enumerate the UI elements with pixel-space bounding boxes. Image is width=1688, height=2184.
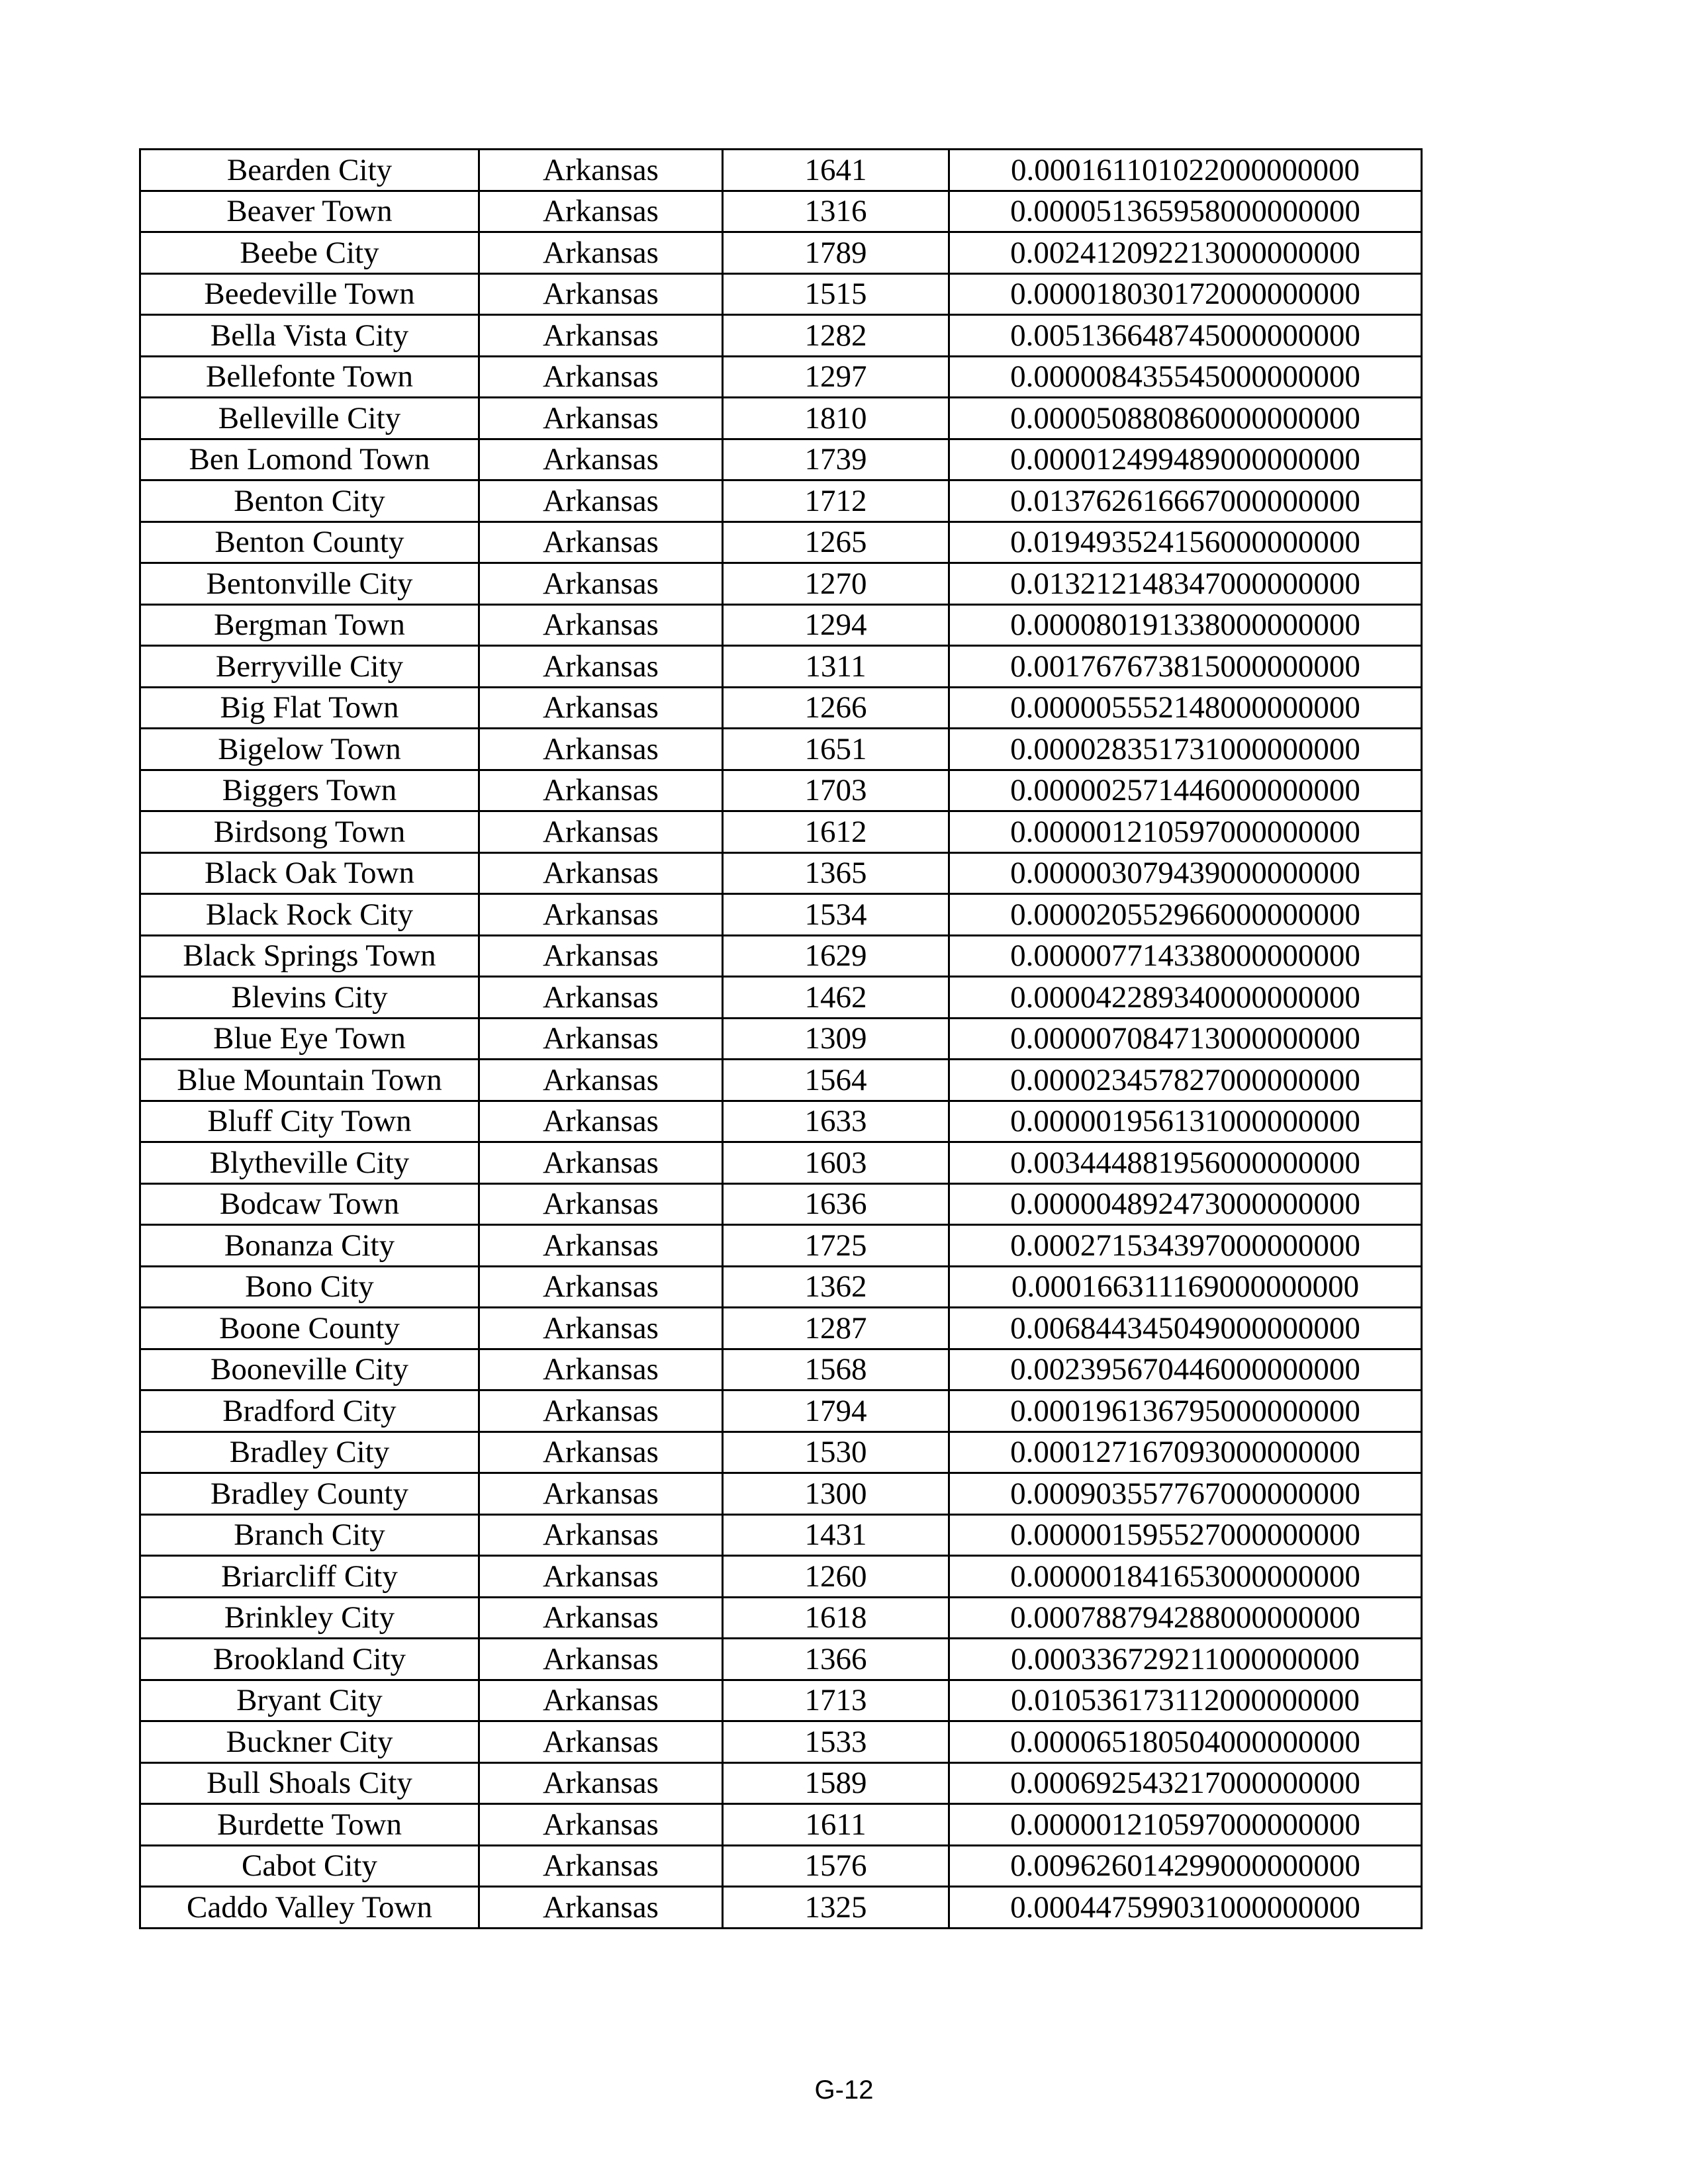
cell-code: 1294 [723, 604, 949, 646]
cell-value: 0.000196136795000000000 [949, 1390, 1422, 1432]
cell-name: Bryant City [140, 1680, 479, 1721]
cell-value: 0.000002571446000000000 [949, 770, 1422, 811]
table-row [140, 315, 1422, 357]
table-row [140, 729, 1422, 770]
cell-state: Arkansas [479, 439, 723, 480]
cell-state: Arkansas [479, 1804, 723, 1846]
cell-value: 0.000001210597000000000 [949, 811, 1422, 853]
cell-state: Arkansas [479, 1680, 723, 1721]
table-body [140, 150, 1422, 1929]
cell-state: Arkansas [479, 1390, 723, 1432]
table-row [140, 1639, 1422, 1680]
cell-code: 1739 [723, 439, 949, 480]
cell-state: Arkansas [479, 1349, 723, 1390]
cell-name: Benton City [140, 480, 479, 522]
cell-state: Arkansas [479, 1183, 723, 1225]
table-row [140, 1018, 1422, 1060]
cell-code: 1300 [723, 1473, 949, 1515]
cell-code: 1794 [723, 1390, 949, 1432]
cell-value: 0.000161101022000000000 [949, 150, 1422, 191]
cell-state: Arkansas [479, 356, 723, 398]
cell-code: 1611 [723, 1804, 949, 1846]
cell-name: Bradley City [140, 1432, 479, 1473]
table-row [140, 1225, 1422, 1267]
cell-state: Arkansas [479, 232, 723, 274]
cell-state: Arkansas [479, 1101, 723, 1142]
cell-value: 0.009626014299000000000 [949, 1845, 1422, 1887]
cell-code: 1534 [723, 894, 949, 936]
cell-value: 0.000903557767000000000 [949, 1473, 1422, 1515]
cell-name: Black Rock City [140, 894, 479, 936]
cell-value: 0.000007084713000000000 [949, 1018, 1422, 1060]
table-row [140, 1266, 1422, 1308]
cell-value: 0.013212148347000000000 [949, 563, 1422, 605]
cell-state: Arkansas [479, 1845, 723, 1887]
cell-value: 0.000050880860000000000 [949, 398, 1422, 439]
cell-code: 1266 [723, 687, 949, 729]
cell-code: 1618 [723, 1597, 949, 1639]
cell-name: Brookland City [140, 1639, 479, 1680]
cell-name: Blytheville City [140, 1142, 479, 1184]
cell-code: 1287 [723, 1308, 949, 1349]
cell-code: 1265 [723, 522, 949, 563]
cell-state: Arkansas [479, 811, 723, 853]
cell-value: 0.000788794288000000000 [949, 1597, 1422, 1639]
cell-state: Arkansas [479, 687, 723, 729]
cell-name: Caddo Valley Town [140, 1887, 479, 1929]
cell-state: Arkansas [479, 150, 723, 191]
table-row [140, 1762, 1422, 1804]
cell-code: 1713 [723, 1680, 949, 1721]
cell-state: Arkansas [479, 646, 723, 688]
table-row [140, 1887, 1422, 1929]
cell-value: 0.000166311169000000000 [949, 1266, 1422, 1308]
table-row [140, 563, 1422, 605]
cell-value: 0.000008435545000000000 [949, 356, 1422, 398]
cell-code: 1725 [723, 1225, 949, 1267]
cell-state: Arkansas [479, 1473, 723, 1515]
cell-code: 1311 [723, 646, 949, 688]
table-row [140, 356, 1422, 398]
cell-name: Blevins City [140, 977, 479, 1019]
cell-state: Arkansas [479, 315, 723, 357]
table-row [140, 398, 1422, 439]
table-row [140, 1804, 1422, 1846]
cell-value: 0.002412092213000000000 [949, 232, 1422, 274]
table-row [140, 646, 1422, 688]
cell-value: 0.000012499489000000000 [949, 439, 1422, 480]
cell-name: Black Springs Town [140, 935, 479, 977]
cell-value: 0.000004892473000000000 [949, 1183, 1422, 1225]
table-row [140, 150, 1422, 191]
cell-name: Bradley County [140, 1473, 479, 1515]
cell-state: Arkansas [479, 563, 723, 605]
table-row [140, 1721, 1422, 1763]
cell-name: Beebe City [140, 232, 479, 274]
cell-name: Big Flat Town [140, 687, 479, 729]
cell-code: 1270 [723, 563, 949, 605]
cell-value: 0.000028351731000000000 [949, 729, 1422, 770]
table-row [140, 1556, 1422, 1598]
table-row [140, 273, 1422, 315]
cell-value: 0.000003079439000000000 [949, 852, 1422, 894]
table-row [140, 1597, 1422, 1639]
cell-name: Beaver Town [140, 191, 479, 232]
cell-value: 0.000051365958000000000 [949, 191, 1422, 232]
cell-state: Arkansas [479, 1266, 723, 1308]
table-row [140, 480, 1422, 522]
cell-state: Arkansas [479, 1142, 723, 1184]
table-row [140, 1390, 1422, 1432]
table-row [140, 1183, 1422, 1225]
cell-name: Briarcliff City [140, 1556, 479, 1598]
cell-name: Benton County [140, 522, 479, 563]
cell-code: 1325 [723, 1887, 949, 1929]
cell-code: 1462 [723, 977, 949, 1019]
cell-name: Bergman Town [140, 604, 479, 646]
cell-state: Arkansas [479, 604, 723, 646]
cell-code: 1712 [723, 480, 949, 522]
cell-name: Belleville City [140, 398, 479, 439]
cell-code: 1703 [723, 770, 949, 811]
table-row [140, 1349, 1422, 1390]
cell-value: 0.000336729211000000000 [949, 1639, 1422, 1680]
cell-value: 0.000020552966000000000 [949, 894, 1422, 936]
cell-name: Burdette Town [140, 1804, 479, 1846]
table-row [140, 439, 1422, 480]
cell-state: Arkansas [479, 729, 723, 770]
cell-name: Bearden City [140, 150, 479, 191]
cell-name: Brinkley City [140, 1597, 479, 1639]
cell-value: 0.000127167093000000000 [949, 1432, 1422, 1473]
cell-value: 0.000018030172000000000 [949, 273, 1422, 315]
cell-state: Arkansas [479, 1639, 723, 1680]
table-row [140, 522, 1422, 563]
cell-code: 1260 [723, 1556, 949, 1598]
cell-code: 1365 [723, 852, 949, 894]
cell-code: 1603 [723, 1142, 949, 1184]
cell-value: 0.000447599031000000000 [949, 1887, 1422, 1929]
table-row [140, 1514, 1422, 1556]
cell-code: 1362 [723, 1266, 949, 1308]
cell-code: 1576 [723, 1845, 949, 1887]
cell-state: Arkansas [479, 1556, 723, 1598]
cell-value: 0.013762616667000000000 [949, 480, 1422, 522]
cell-state: Arkansas [479, 1887, 723, 1929]
cell-name: Bella Vista City [140, 315, 479, 357]
allocation-table [139, 148, 1423, 1929]
cell-code: 1515 [723, 273, 949, 315]
cell-state: Arkansas [479, 1762, 723, 1804]
cell-value: 0.000001841653000000000 [949, 1556, 1422, 1598]
table-row [140, 1060, 1422, 1101]
table-row [140, 977, 1422, 1019]
cell-code: 1636 [723, 1183, 949, 1225]
cell-code: 1431 [723, 1514, 949, 1556]
cell-value: 0.000065180504000000000 [949, 1721, 1422, 1763]
cell-value: 0.000001595527000000000 [949, 1514, 1422, 1556]
cell-name: Bluff City Town [140, 1101, 479, 1142]
cell-state: Arkansas [479, 770, 723, 811]
cell-state: Arkansas [479, 398, 723, 439]
cell-state: Arkansas [479, 1060, 723, 1101]
cell-value: 0.000042289340000000000 [949, 977, 1422, 1019]
cell-code: 1297 [723, 356, 949, 398]
cell-name: Cabot City [140, 1845, 479, 1887]
cell-name: Birdsong Town [140, 811, 479, 853]
table-row [140, 935, 1422, 977]
cell-name: Boone County [140, 1308, 479, 1349]
cell-state: Arkansas [479, 852, 723, 894]
cell-state: Arkansas [479, 935, 723, 977]
cell-state: Arkansas [479, 191, 723, 232]
table-row [140, 1845, 1422, 1887]
cell-state: Arkansas [479, 1225, 723, 1267]
cell-name: Bull Shoals City [140, 1762, 479, 1804]
table-row [140, 1680, 1422, 1721]
table-row [140, 770, 1422, 811]
cell-state: Arkansas [479, 1597, 723, 1639]
cell-code: 1629 [723, 935, 949, 977]
cell-value: 0.000692543217000000000 [949, 1762, 1422, 1804]
cell-code: 1651 [723, 729, 949, 770]
cell-code: 1533 [723, 1721, 949, 1763]
cell-code: 1564 [723, 1060, 949, 1101]
cell-name: Berryville City [140, 646, 479, 688]
table-row [140, 1101, 1422, 1142]
table-row [140, 1308, 1422, 1349]
cell-code: 1612 [723, 811, 949, 853]
cell-code: 1589 [723, 1762, 949, 1804]
cell-name: Buckner City [140, 1721, 479, 1763]
cell-state: Arkansas [479, 1432, 723, 1473]
cell-code: 1568 [723, 1349, 949, 1390]
table-row [140, 687, 1422, 729]
cell-state: Arkansas [479, 1018, 723, 1060]
cell-name: Black Oak Town [140, 852, 479, 894]
cell-state: Arkansas [479, 273, 723, 315]
cell-state: Arkansas [479, 894, 723, 936]
table-row [140, 894, 1422, 936]
cell-name: Bigelow Town [140, 729, 479, 770]
cell-value: 0.000271534397000000000 [949, 1225, 1422, 1267]
table-row [140, 1473, 1422, 1515]
cell-value: 0.005136648745000000000 [949, 315, 1422, 357]
cell-value: 0.006844345049000000000 [949, 1308, 1422, 1349]
cell-name: Bellefonte Town [140, 356, 479, 398]
cell-code: 1633 [723, 1101, 949, 1142]
table-row [140, 604, 1422, 646]
cell-name: Bono City [140, 1266, 479, 1308]
cell-name: Ben Lomond Town [140, 439, 479, 480]
cell-value: 0.000007714338000000000 [949, 935, 1422, 977]
page-number: G-12 [814, 2075, 874, 2105]
cell-code: 1316 [723, 191, 949, 232]
cell-name: Beedeville Town [140, 273, 479, 315]
cell-name: Booneville City [140, 1349, 479, 1390]
cell-state: Arkansas [479, 480, 723, 522]
cell-name: Bentonville City [140, 563, 479, 605]
cell-name: Biggers Town [140, 770, 479, 811]
cell-name: Branch City [140, 1514, 479, 1556]
cell-code: 1810 [723, 398, 949, 439]
cell-code: 1530 [723, 1432, 949, 1473]
cell-code: 1641 [723, 150, 949, 191]
cell-value: 0.000080191338000000000 [949, 604, 1422, 646]
table-row [140, 1432, 1422, 1473]
cell-value: 0.003444881956000000000 [949, 1142, 1422, 1184]
cell-value: 0.019493524156000000000 [949, 522, 1422, 563]
cell-value: 0.002395670446000000000 [949, 1349, 1422, 1390]
cell-code: 1366 [723, 1639, 949, 1680]
table-row [140, 1142, 1422, 1184]
cell-value: 0.000001210597000000000 [949, 1804, 1422, 1846]
cell-state: Arkansas [479, 1308, 723, 1349]
cell-state: Arkansas [479, 1514, 723, 1556]
cell-name: Blue Mountain Town [140, 1060, 479, 1101]
cell-name: Blue Eye Town [140, 1018, 479, 1060]
cell-name: Bradford City [140, 1390, 479, 1432]
cell-state: Arkansas [479, 1721, 723, 1763]
table-row [140, 191, 1422, 232]
cell-code: 1309 [723, 1018, 949, 1060]
table-row [140, 852, 1422, 894]
cell-name: Bonanza City [140, 1225, 479, 1267]
cell-state: Arkansas [479, 522, 723, 563]
cell-state: Arkansas [479, 977, 723, 1019]
cell-value: 0.000023457827000000000 [949, 1060, 1422, 1101]
cell-value: 0.001767673815000000000 [949, 646, 1422, 688]
cell-name: Bodcaw Town [140, 1183, 479, 1225]
cell-code: 1282 [723, 315, 949, 357]
cell-code: 1789 [723, 232, 949, 274]
cell-value: 0.000001956131000000000 [949, 1101, 1422, 1142]
cell-value: 0.000005552148000000000 [949, 687, 1422, 729]
table-row [140, 232, 1422, 274]
table-row [140, 811, 1422, 853]
cell-value: 0.010536173112000000000 [949, 1680, 1422, 1721]
